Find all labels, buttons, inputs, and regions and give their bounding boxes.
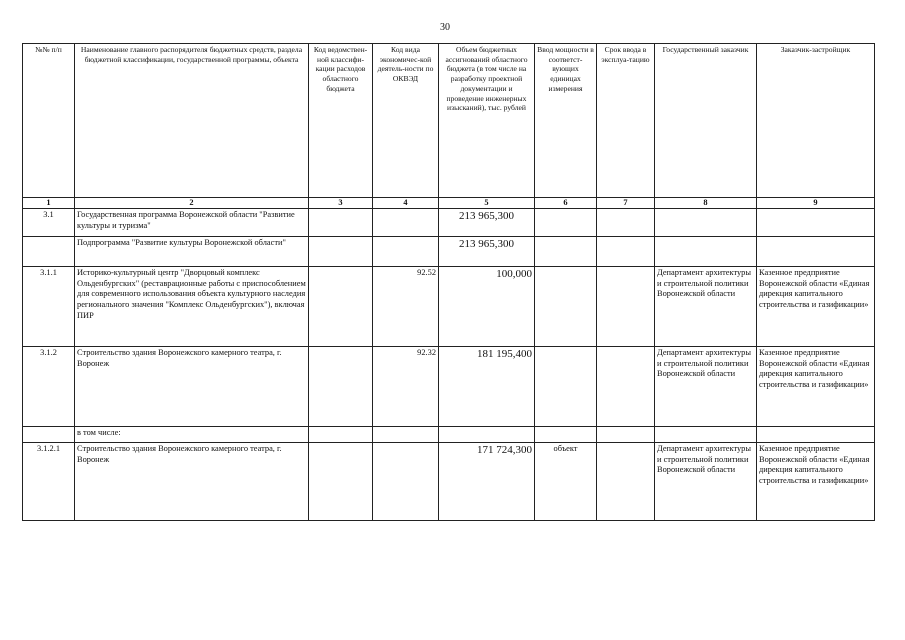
header-cell-num: №№ п/п bbox=[23, 44, 75, 198]
row-developer: Казенное предприятие Воронежской области «Единая дирекция капитального строительства и газификации» bbox=[757, 443, 875, 521]
row-dept-code bbox=[309, 237, 373, 267]
row-amount: 181 195,400 bbox=[439, 347, 535, 427]
row-customer bbox=[655, 209, 757, 237]
header-cell-name: Наименование главного распорядителя бюджетных средств, раздела бюджетной классификации, государственной программы, объекта bbox=[75, 44, 309, 198]
row-okved bbox=[373, 443, 439, 521]
row-amount: 171 724,300 bbox=[439, 443, 535, 521]
row-amount bbox=[439, 427, 535, 443]
table-row bbox=[23, 267, 875, 347]
column-number: 6 bbox=[535, 198, 597, 209]
row-capacity: объект bbox=[535, 443, 597, 521]
row-number bbox=[23, 427, 75, 443]
row-customer bbox=[655, 237, 757, 267]
budget-table bbox=[22, 43, 875, 521]
row-term bbox=[597, 347, 655, 427]
column-number: 2 bbox=[75, 198, 309, 209]
row-okved: 92.32 bbox=[373, 347, 439, 427]
row-customer bbox=[655, 427, 757, 443]
row-okved bbox=[373, 237, 439, 267]
row-number: 3.1.2 bbox=[23, 347, 75, 427]
row-customer: Департамент архитектуры и строительной политики Воронежской области bbox=[655, 347, 757, 427]
row-dept-code bbox=[309, 209, 373, 237]
column-number: 3 bbox=[309, 198, 373, 209]
row-developer: Казенное предприятие Воронежской области «Единая дирекция капитального строительства и газификации» bbox=[757, 267, 875, 347]
row-developer bbox=[757, 237, 875, 267]
header-cell-capacity: Ввод мощности в соответст-вующих единицах измерения bbox=[535, 44, 597, 198]
row-customer: Департамент архитектуры и строительной политики Воронежской области bbox=[655, 443, 757, 521]
column-number: 5 bbox=[439, 198, 535, 209]
row-okved bbox=[373, 427, 439, 443]
row-developer bbox=[757, 427, 875, 443]
column-number: 9 bbox=[757, 198, 875, 209]
row-number: 3.1 bbox=[23, 209, 75, 237]
row-term bbox=[597, 267, 655, 347]
column-number: 4 bbox=[373, 198, 439, 209]
table-row bbox=[23, 237, 875, 267]
row-term bbox=[597, 443, 655, 521]
row-dept-code bbox=[309, 267, 373, 347]
row-name: Строительство здания Воронежского камерного театра, г. Воронеж bbox=[75, 347, 309, 427]
row-capacity bbox=[535, 237, 597, 267]
table-row bbox=[23, 443, 875, 521]
table-row bbox=[23, 347, 875, 427]
header-cell-developer: Заказчик-застройщик bbox=[757, 44, 875, 198]
row-term bbox=[597, 427, 655, 443]
header-cell-okved: Код вида экономичес-кой деятель-ности по ОКВЭД bbox=[373, 44, 439, 198]
row-number bbox=[23, 237, 75, 267]
row-developer: Казенное предприятие Воронежской области «Единая дирекция капитального строительства и газификации» bbox=[757, 347, 875, 427]
row-name: Подпрограмма "Развитие культуры Воронежской области" bbox=[75, 237, 309, 267]
row-number: 3.1.1 bbox=[23, 267, 75, 347]
row-capacity bbox=[535, 267, 597, 347]
row-dept-code bbox=[309, 347, 373, 427]
row-okved bbox=[373, 209, 439, 237]
header-cell-customer: Государственный заказчик bbox=[655, 44, 757, 198]
header-row bbox=[23, 44, 875, 198]
row-amount: 213 965,300 bbox=[439, 209, 535, 237]
row-okved: 92.52 bbox=[373, 267, 439, 347]
column-number: 7 bbox=[597, 198, 655, 209]
row-dept-code bbox=[309, 427, 373, 443]
row-capacity bbox=[535, 209, 597, 237]
row-name: Историко-культурный центр "Дворцовый комплекс Ольденбургских" (реставрационные работы с приспособлением для современного использования объекта культурного наследия регионального значения "Комплекс Ольденбургских"), включая ПИР bbox=[75, 267, 309, 347]
row-name: в том числе: bbox=[75, 427, 309, 443]
row-number: 3.1.2.1 bbox=[23, 443, 75, 521]
row-term bbox=[597, 237, 655, 267]
table-row bbox=[23, 209, 875, 237]
row-term bbox=[597, 209, 655, 237]
header-cell-dept-code: Код ведомствен-ной классифи-кации расходов областного бюджета bbox=[309, 44, 373, 198]
column-number: 1 bbox=[23, 198, 75, 209]
table-row bbox=[23, 427, 875, 443]
row-name: Строительство здания Воронежского камерного театра, г. Воронеж bbox=[75, 443, 309, 521]
row-name: Государственная программа Воронежской области "Развитие культуры и туризма" bbox=[75, 209, 309, 237]
column-number: 8 bbox=[655, 198, 757, 209]
header-cell-term: Срок ввода в эксплуа-тацию bbox=[597, 44, 655, 198]
row-amount: 100,000 bbox=[439, 267, 535, 347]
row-capacity bbox=[535, 347, 597, 427]
row-developer bbox=[757, 209, 875, 237]
row-customer: Департамент архитектуры и строительной политики Воронежской области bbox=[655, 267, 757, 347]
row-capacity bbox=[535, 427, 597, 443]
row-amount: 213 965,300 bbox=[439, 237, 535, 267]
header-cell-amount: Объем бюджетных ассигнований областного бюджета (в том числе на разработку проектной документации и проведение инженерных изысканий), тыс. рублей bbox=[439, 44, 535, 198]
page-number: 30 bbox=[440, 22, 450, 33]
column-number-row bbox=[23, 198, 875, 209]
row-dept-code bbox=[309, 443, 373, 521]
